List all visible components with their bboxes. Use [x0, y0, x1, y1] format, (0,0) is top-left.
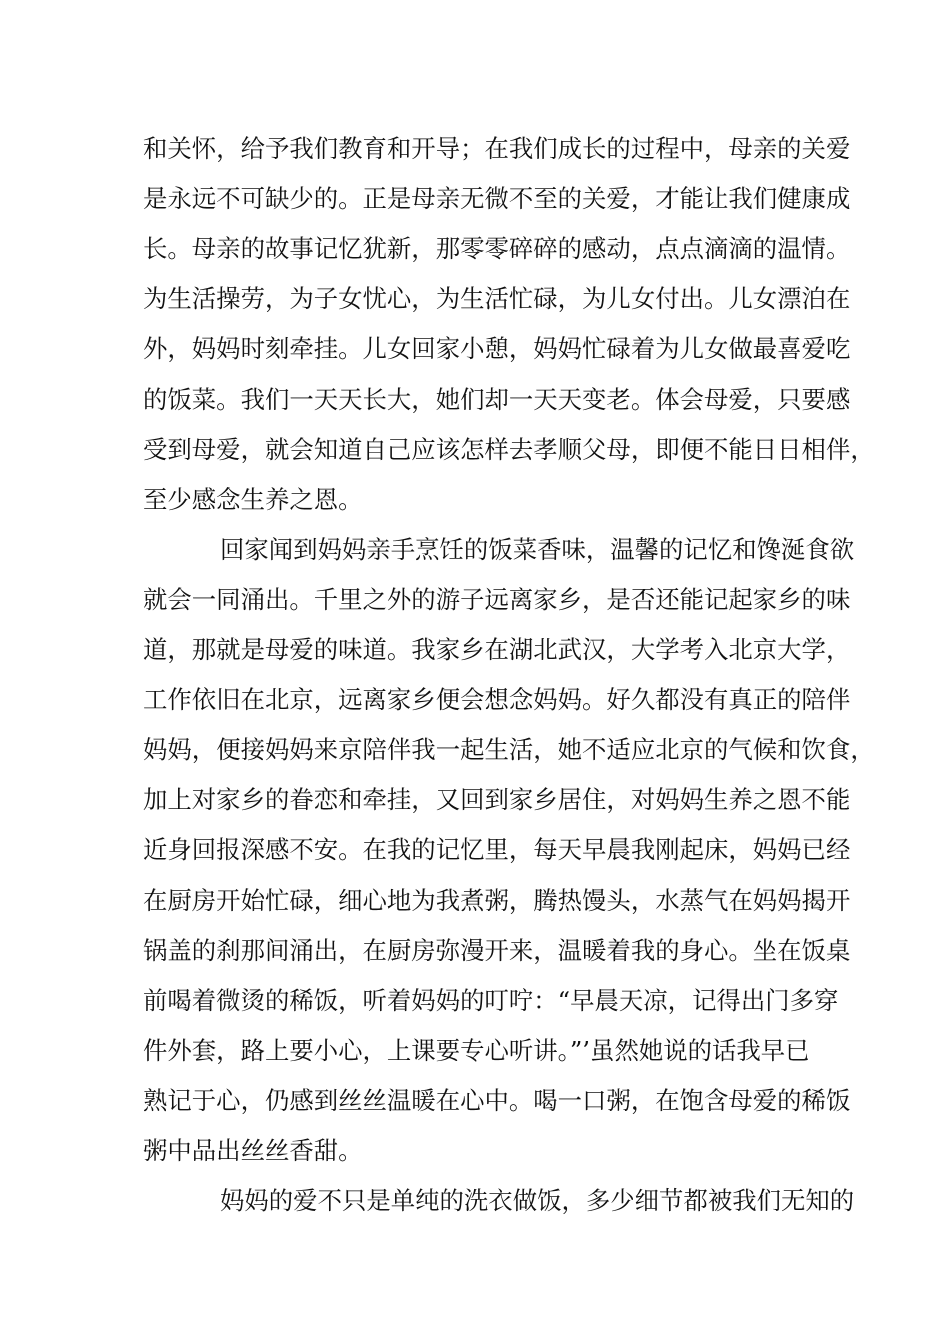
text-line: 的饭菜。我们一天天长大，她们却一天天变老。体会母爱，只要感 — [143, 385, 851, 414]
text-line: 加上对家乡的眷恋和牵挂，又回到家乡居住，对妈妈生养之恩不能 — [143, 785, 851, 814]
text-line: 就会一同涌出。千里之外的游子远离家乡，是否还能记起家乡的味 — [143, 585, 851, 614]
text-line: 外，妈妈时刻牵挂。儿女回家小憩，妈妈忙碌着为儿女做最喜爱吃 — [143, 334, 851, 363]
paragraph-first-line: 回家闻到妈妈亲手烹饪的饭菜香味，温馨的记忆和馋涎食欲 — [220, 535, 855, 564]
text-line: 粥中品出丝丝香甜。 — [143, 1136, 363, 1165]
text-line: 在厨房开始忙碌，细心地为我煮粥，腾热馒头，水蒸气在妈妈揭开 — [143, 886, 851, 915]
paragraph-first-line: 妈妈的爱不只是单纯的洗衣做饭，多少细节都被我们无知的 — [220, 1186, 855, 1215]
text-line: 为生活操劳，为子女忧心，为生活忙碌，为儿女付出。儿女漂泊在 — [143, 284, 851, 313]
text-line: 至少感念生养之恩。 — [143, 485, 363, 514]
text-line: 是永远不可缺少的。正是母亲无微不至的关爱，才能让我们健康成 — [143, 184, 851, 213]
text-line: 熟记于心，仍感到丝丝温暖在心中。喝一口粥，在饱含母爱的稀饭 — [143, 1086, 851, 1115]
text-line: 近身回报深感不安。在我的记忆里，每天早晨我刚起床，妈妈已经 — [143, 835, 851, 864]
text-line: 妈妈，便接妈妈来京陪伴我一起生活，她不适应北京的气候和饮食， — [143, 735, 875, 764]
text-line: 道，那就是母爱的味道。我家乡在湖北武汉，大学考入北京大学， — [143, 635, 851, 664]
text-line: 长。母亲的故事记忆犹新，那零零碎碎的感动，点点滴滴的温情。 — [143, 234, 851, 263]
text-line: 锅盖的刹那间涌出，在厨房弥漫开来，温暖着我的身心。坐在饭桌 — [143, 936, 851, 965]
text-line: 受到母爱，就会知道自己应该怎样去孝顺父母，即便不能日日相伴， — [143, 435, 875, 464]
text-line: 和关怀，给予我们教育和开导；在我们成长的过程中，母亲的关爱 — [143, 134, 851, 163]
text-line: 工作依旧在北京，远离家乡便会想念妈妈。好久都没有真正的陪伴 — [143, 685, 851, 714]
text-line: 前喝着微烫的稀饭，听着妈妈的叮咛：“早晨天凉，记得出门多穿 — [143, 986, 839, 1015]
text-line: 件外套，路上要小心，上课要专心听讲。”’虽然她说的话我早已 — [143, 1036, 810, 1065]
